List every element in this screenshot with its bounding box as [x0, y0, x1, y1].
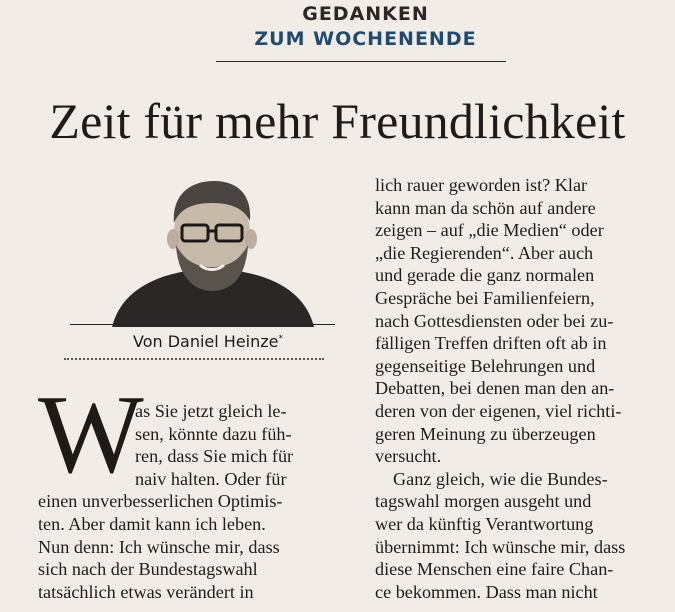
byline	[88, 332, 328, 351]
article-line: wer da künftig Verantwortung	[375, 513, 594, 534]
article-line: und gerade die ganz normalen	[375, 265, 595, 286]
article-line: diese Menschen eine faire Chan-	[375, 559, 614, 580]
author-portrait-image	[92, 175, 332, 327]
article-line: fälligen Treffen driften oft ab in	[375, 333, 607, 354]
article-column-right	[375, 174, 675, 603]
section-kicker-sub: ZUM WOCHENENDE	[254, 28, 477, 50]
article-line: tagswahl morgen ausgeht und	[375, 491, 592, 512]
article-line: sen, könnte dazu füh-	[135, 423, 292, 444]
article-line: as Sie jetzt gleich le-	[135, 401, 287, 421]
article-line: geren Meinung zu überzeugen	[375, 423, 596, 444]
article-line: versucht.	[375, 446, 442, 467]
article-line: tatsächlich etwas verändert in	[38, 581, 254, 602]
drop-cap: W	[38, 373, 144, 497]
article-line: nach Gottesdiensten oder bei zu-	[375, 310, 614, 331]
article-line: kann man da schön auf andere	[375, 197, 596, 218]
article-line: übernimmt: Ich wünsche mir, dass	[375, 536, 626, 557]
article-line: einen unverbesserlichen Optimis-	[38, 491, 283, 512]
article-line: Gespräche bei Familienfeiern,	[375, 287, 595, 308]
article-line: naiv halten. Oder für	[135, 468, 287, 489]
article-line: ren, dass Sie mich für	[135, 446, 294, 467]
article-line: gegenseitige Belehrungen und	[375, 355, 596, 376]
article-line: zeigen – auf „die Medien“ oder	[375, 220, 604, 241]
article-line: deren von der eigenen, viel richti-	[375, 400, 622, 421]
section-kicker: GEDANKEN	[302, 3, 429, 25]
byline-divider	[64, 358, 324, 360]
article-line: ten. Aber damit kann ich leben.	[38, 513, 266, 534]
byline-mark: *	[278, 334, 283, 344]
article-line: lich rauer geworden ist? Klar	[375, 175, 588, 195]
author-photo	[92, 175, 332, 327]
photo-rule	[70, 324, 335, 325]
article-line: ce bekommen. Dass man nicht	[375, 581, 598, 602]
headline: Zeit für mehr Freundlichkeit	[49, 93, 626, 149]
article-line: Nun denn: Ich wünsche mir, dass	[38, 536, 280, 557]
article-column-left	[38, 400, 343, 603]
byline-text: Von Daniel Heinze	[132, 332, 279, 351]
article-line: sich nach der Bundestagswahl	[38, 559, 258, 580]
article-line: „die Regierenden“. Aber auch	[375, 242, 594, 263]
kicker-rule	[216, 61, 506, 62]
article-line: Ganz gleich, wie die Bundes-	[393, 468, 608, 489]
article-line: Debatten, bei denen man den an-	[375, 378, 615, 399]
